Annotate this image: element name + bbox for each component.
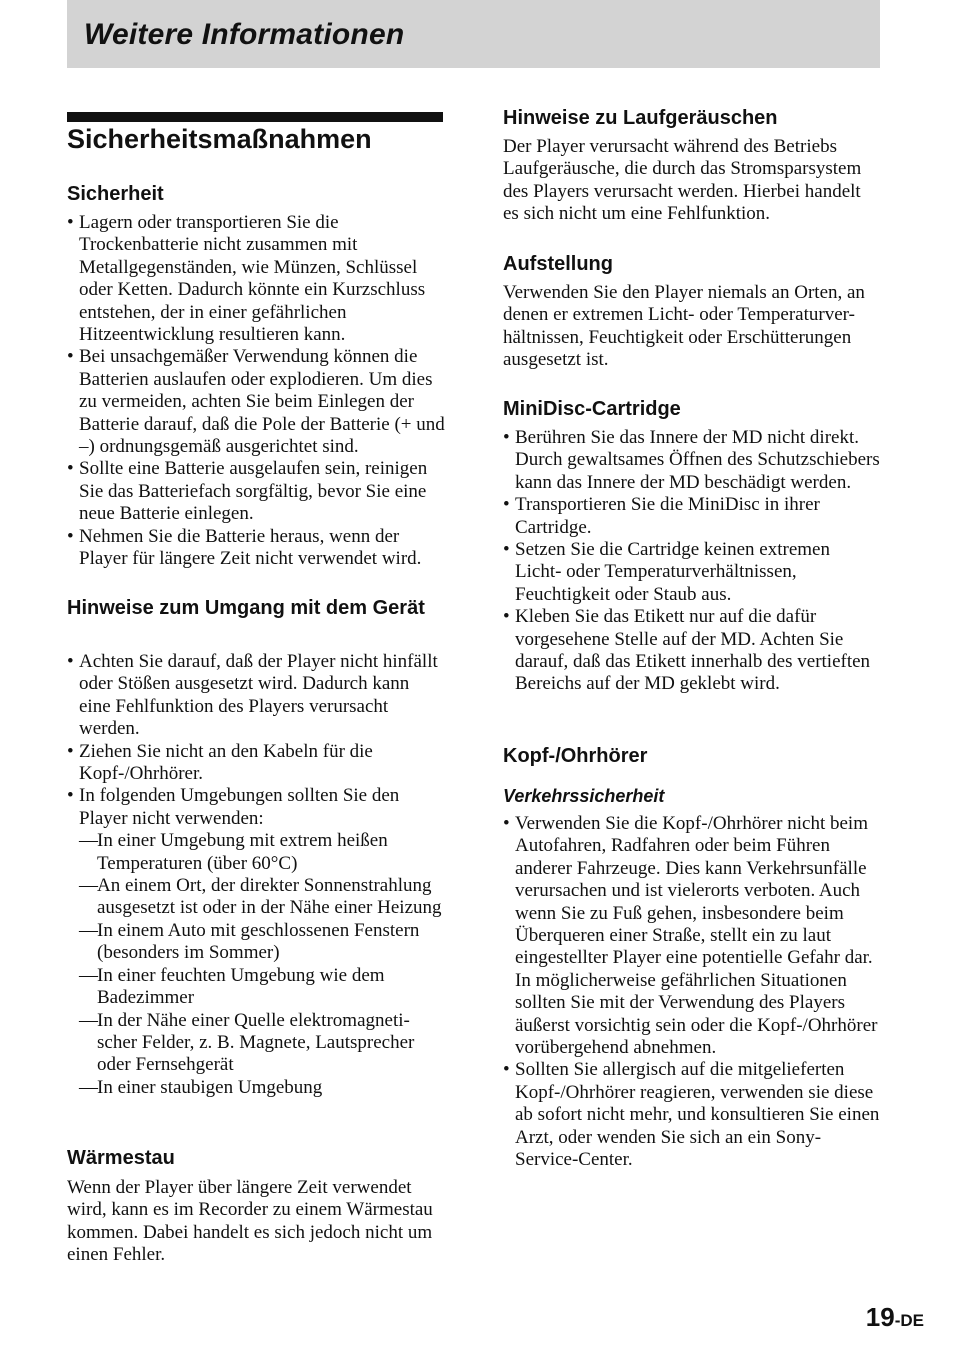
list-item: • Ziehen Sie nicht an den Kabeln für die Kopf-/Ohrhörer. bbox=[67, 741, 445, 786]
page-number-suffix: -DE bbox=[894, 1311, 924, 1330]
heading-laufgeraeusche: Hinweise zu Laufgeräuschen bbox=[503, 107, 778, 129]
sublist-item: — An einem Ort, der direkter Sonnenstrahlung ausgesetzt ist oder in der Nähe einer Heizung bbox=[79, 875, 445, 920]
page-number-value: 19 bbox=[865, 1302, 895, 1332]
sublist-item: — In einer staubigen Umgebung bbox=[79, 1077, 445, 1099]
sublist-item: — In einer Umgebung mit extrem heißen Temperaturen (über 60°C) bbox=[79, 830, 445, 875]
list-minidisc bbox=[503, 427, 881, 696]
heading-waermestau: Wärmestau bbox=[67, 1147, 175, 1169]
list-umgang bbox=[67, 651, 445, 1099]
paragraph-waermestau: Wenn der Player über längere Zeit verwendet wird, kann es im Recorder zu einem Wärmestau kommen. Dabei handelt es sich jedoch nicht um einen Fehler. bbox=[67, 1177, 433, 1266]
list-item: • Berühren Sie das Innere der MD nicht direkt. Durch gewaltsames Öffnen des Schutzschiebers kann das Innere der MD beschädigt werden. bbox=[503, 427, 881, 494]
list-item: • Setzen Sie die Cartridge keinen extremen Licht- oder Temperaturverhältnissen, Feuchtigkeit oder Staub aus. bbox=[503, 539, 881, 606]
list-kopfhoerer bbox=[503, 813, 881, 1172]
paragraph-laufgeraeusche: Der Player verursacht während des Betriebs Laufgeräusche, die durch das Stromsparsystem des Players verursacht werden. Hierbei handelt es sich nicht um eine Fehlfunktion. bbox=[503, 136, 862, 225]
list-item: • Nehmen Sie die Batterie heraus, wenn der Player für längere Zeit nicht verwendet wird. bbox=[67, 526, 445, 571]
list-item-text: In folgenden Umgebungen sollten Sie den Player nicht verwenden: bbox=[79, 785, 400, 829]
section-rule bbox=[67, 112, 443, 122]
page-number bbox=[866, 1302, 924, 1333]
section-title: Sicherheitsmaßnahmen bbox=[67, 124, 372, 154]
subheading-verkehrssicherheit: Verkehrssicherheit bbox=[503, 786, 665, 806]
list-item: • Bei unsachgemäßer Verwendung können die Batterien auslaufen oder explodieren. Um dies zu vermeiden, achten Sie beim Einlegen der Batterie darauf, daß die Pole der Batterie (+ und –) ordnungsgemäß ausgerichtet sind. bbox=[67, 346, 445, 458]
list-item: • Transportieren Sie die MiniDisc in ihrer Cartridge. bbox=[503, 494, 881, 539]
heading-kopfhoerer: Kopf-/Ohrhörer bbox=[503, 745, 648, 767]
heading-aufstellung: Aufstellung bbox=[503, 253, 613, 275]
sublist-item: — In einer feuchten Umgebung wie dem Badezimmer bbox=[79, 965, 445, 1010]
list-sicherheit bbox=[67, 212, 445, 571]
list-item bbox=[67, 785, 445, 1099]
heading-umgang: Hinweise zum Umgang mit dem Gerät bbox=[67, 597, 425, 619]
list-item: • Sollten Sie allergisch auf die mitgelieferten Kopf-/Ohrhörer reagieren, verwenden sie diese ab sofort nicht mehr, und konsultieren Sie einen Arzt, oder wenden Sie sich an ein Sony-Service-Center. bbox=[503, 1059, 881, 1171]
sublist-item: — In der Nähe einer Quelle elektromagneti-scher Felder, z. B. Magnete, Lautsprecher oder Fernsehgerät bbox=[79, 1010, 445, 1077]
sublist-item: — In einem Auto mit geschlossenen Fenstern (besonders im Sommer) bbox=[79, 920, 445, 965]
list-item: • Kleben Sie das Etikett nur auf die dafür vorgesehene Stelle auf der MD. Achten Sie darauf, daß das Etikett innerhalb des vertieften Bereichs auf der MD geklebt wird. bbox=[503, 606, 881, 696]
paragraph-aufstellung: Verwenden Sie den Player niemals an Orten, an denen er extremen Licht- oder Temperaturver-hältnissen, Feuchtigkeit oder Erschütterungen ausgesetzt ist. bbox=[503, 282, 865, 371]
list-item: • Achten Sie darauf, daß der Player nicht hinfällt oder Stößen ausgesetzt wird. Dadurch kann eine Fehlfunktion des Players verursacht werden. bbox=[67, 651, 445, 741]
heading-minidisc: MiniDisc-Cartridge bbox=[503, 398, 681, 420]
heading-sicherheit: Sicherheit bbox=[67, 183, 164, 205]
header-title: Weitere Informationen bbox=[84, 18, 405, 51]
sublist-umgebungen bbox=[79, 830, 445, 1099]
list-item: • Lagern oder transportieren Sie die Trockenbatterie nicht zusammen mit Metallgegenständen, wie Münzen, Schlüssel oder Ketten. Dadurch könnte ein Kurzschluss entstehen, der in einer gefährlichen Hitzeentwicklung resultieren kann. bbox=[67, 212, 445, 346]
list-item: • Verwenden Sie die Kopf-/Ohrhörer nicht beim Autofahren, Radfahren oder beim Führen anderer Fahrzeuge. Dies kann Verkehrsunfälle verursachen und ist vielerorts verboten. Auch wenn Sie zu Fuß gehen, insbesondere beim Überqueren einer Straße, stellt ein zu laut eingestellter Player eine potentielle Gefahr dar. In möglicherweise gefährlichen Situationen sollten Sie mit der Verwendung des Players äußerst vorsichtig sein oder die Kopf-/Ohrhörer vorübergehend abnehmen. bbox=[503, 813, 881, 1059]
list-item: • Sollte eine Batterie ausgelaufen sein, reinigen Sie das Batteriefach sorgfältig, bevor Sie eine neue Batterie einlegen. bbox=[67, 458, 445, 525]
